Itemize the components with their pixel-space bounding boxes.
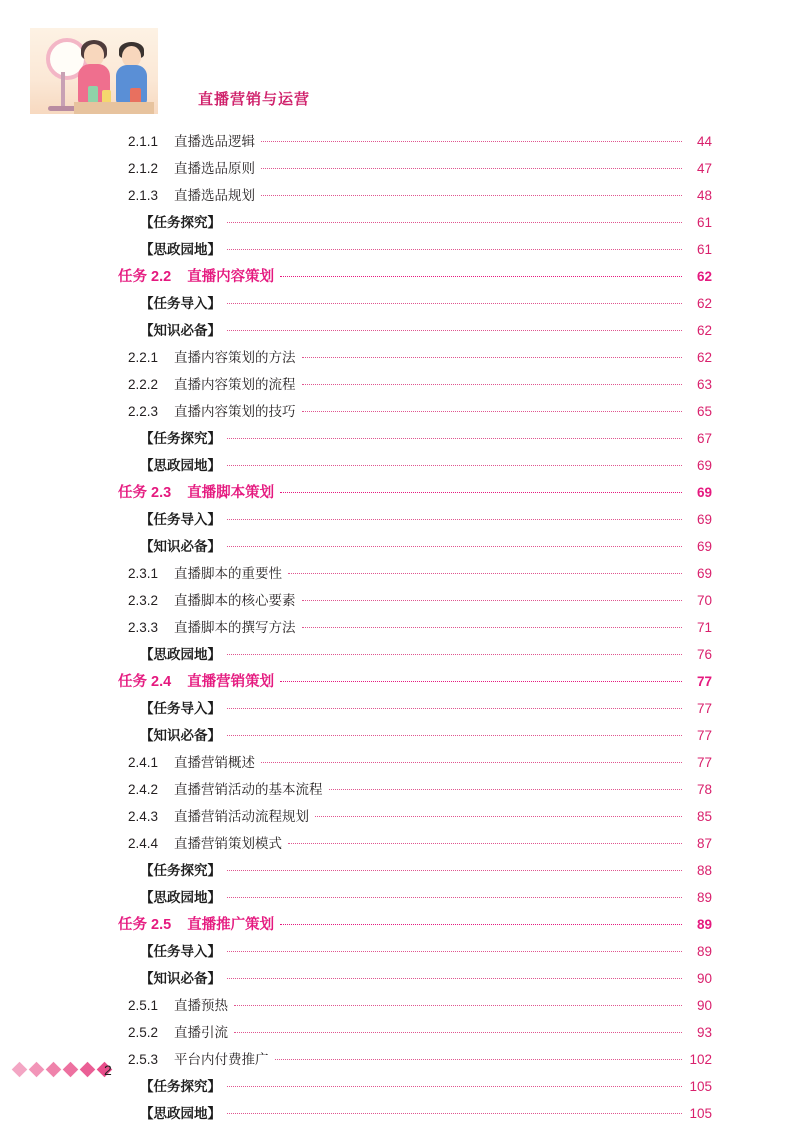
toc-entry-page: 69 [696,485,712,500]
toc-entry-label [128,130,255,150]
toc-entry-number: 2.5.1 [128,998,159,1013]
toc-entry[interactable] [0,481,800,508]
toc-entry-title: 【任务导入】 [140,701,221,717]
toc-entry-page: 87 [696,836,712,851]
toc-leader-dots [288,843,682,844]
toc-entry-number: 2.1.3 [128,188,159,203]
toc-entry-label [118,913,274,934]
toc-entry[interactable] [0,886,800,913]
toc-entry-label [140,427,221,447]
toc-leader-dots [288,573,682,574]
toc-entry-page: 77 [696,701,712,716]
toc-entry-title: 直播脚本的核心要素 [174,593,296,609]
diamond-ornament [14,1064,110,1075]
toc-entry-title: 【任务探究】 [140,863,221,879]
toc-entry-title: 直播选品原则 [174,161,255,177]
toc-entry[interactable] [0,319,800,346]
toc-leader-dots [280,681,682,682]
toc-entry-title: 直播预热 [174,998,228,1014]
toc-entry[interactable] [0,616,800,643]
toc-leader-dots [280,276,682,277]
toc-entry-page: 62 [696,350,712,365]
page-header [30,28,770,114]
toc-entry-page: 89 [696,944,712,959]
toc-leader-dots [227,897,682,898]
toc-leader-dots [227,1113,682,1114]
toc-leader-dots [280,492,682,493]
toc-entry-number: 任务 2.2 [118,269,172,285]
toc-entry[interactable] [0,1102,800,1129]
toc-entry[interactable] [0,778,800,805]
toc-entry-label [128,1021,228,1041]
toc-entry-label [118,481,274,502]
toc-leader-dots [227,303,682,304]
toc-entry-title: 直播推广策划 [187,917,275,933]
toc-entry-page: 77 [696,755,712,770]
toc-entry-label [140,454,221,474]
toc-entry-page: 63 [696,377,712,392]
toc-entry[interactable] [0,454,800,481]
toc-entry-label [140,319,221,339]
toc-leader-dots [227,870,682,871]
diamond-icon [63,1062,79,1078]
toc-entry-label [140,238,221,258]
toc-entry-page: 44 [696,134,712,149]
toc-entry-number: 任务 2.3 [118,485,172,501]
toc-entry[interactable] [0,238,800,265]
toc-entry-page: 77 [696,674,712,689]
toc-entry-label [140,292,221,312]
toc-entry-label [140,211,221,231]
toc-leader-dots [227,465,682,466]
toc-leader-dots [227,546,682,547]
toc-entry-title: 直播营销概述 [174,755,255,771]
toc-entry[interactable] [0,427,800,454]
toc-entry-label [128,589,296,609]
toc-entry-title: 【知识必备】 [140,323,221,339]
toc-entry-number: 2.2.3 [128,404,159,419]
toc-entry-title: 【知识必备】 [140,728,221,744]
toc-entry-title: 【任务导入】 [140,512,221,528]
toc-leader-dots [261,195,682,196]
toc-entry-page: 90 [696,971,712,986]
toc-entry-page: 62 [696,269,712,284]
diamond-icon [12,1062,28,1078]
toc-entry-title: 直播营销策划模式 [174,836,282,852]
toc-entry-title: 直播脚本的重要性 [174,566,282,582]
ring-light-stand [61,72,65,108]
toc-leader-dots [302,357,683,358]
toc-entry-number: 2.3.2 [128,593,159,608]
toc-entry-label [128,400,296,420]
toc-entry-label [128,778,323,798]
toc-entry[interactable] [0,535,800,562]
toc-entry-page: 89 [696,917,712,932]
toc-entry-page: 105 [689,1106,712,1121]
toc-leader-dots [227,735,682,736]
toc-entry-page: 69 [696,512,712,527]
toc-leader-dots [227,519,682,520]
toc-entry-title: 直播内容策划的技巧 [174,404,296,420]
toc-leader-dots [234,1005,682,1006]
toc-entry-page: 105 [689,1079,712,1094]
toc-entry[interactable] [0,805,800,832]
toc-entry-number: 2.3.3 [128,620,159,635]
toc-entry[interactable] [0,994,800,1021]
toc-entry-label [140,1102,221,1122]
toc-leader-dots [261,168,682,169]
toc-entry-page: 69 [696,458,712,473]
toc-entry-label [128,994,228,1014]
toc-entry-title: 直播营销策划 [187,674,275,690]
toc-entry-page: 47 [696,161,712,176]
toc-entry-page: 69 [696,539,712,554]
toc-entry-title: 直播选品逻辑 [174,134,255,150]
page-footer [0,1060,800,1086]
diamond-icon [80,1062,96,1078]
toc-entry[interactable] [0,967,800,994]
toc-entry[interactable] [0,832,800,859]
toc-entry[interactable] [0,373,800,400]
toc-entry-label [140,697,221,717]
toc-entry-number: 2.2.2 [128,377,159,392]
toc-entry-number: 2.4.1 [128,755,159,770]
toc-entry-label [140,643,221,663]
toc-entry-label [118,670,274,691]
toc-entry-label [128,832,282,852]
toc-leader-dots [302,384,683,385]
toc-leader-dots [227,222,682,223]
toc-entry-page: 48 [696,188,712,203]
toc-entry-title: 【思政园地】 [140,890,221,906]
toc-entry-title: 直播选品规划 [174,188,255,204]
toc-entry-number: 2.1.2 [128,161,159,176]
toc-entry[interactable] [0,211,800,238]
toc-entry-title: 【任务探究】 [140,215,221,231]
host-woman-head [84,44,104,66]
toc-entry-page: 90 [696,998,712,1013]
toc-entry-title: 直播脚本策划 [187,485,275,501]
toc-leader-dots [261,762,682,763]
host-man-head [122,46,141,67]
toc-entry[interactable] [0,562,800,589]
toc-entry[interactable] [0,724,800,751]
toc-entry-title: 直播引流 [174,1025,228,1041]
toc-leader-dots [234,1032,682,1033]
toc-entry-page: 62 [696,296,712,311]
toc-entry-page: 61 [696,215,712,230]
diamond-icon [46,1062,62,1078]
toc-entry-label [140,535,221,555]
toc-entry[interactable] [0,940,800,967]
page-number: 2 [104,1062,112,1078]
toc-entry-page: 62 [696,323,712,338]
toc-entry-title: 直播营销活动的基本流程 [174,782,323,798]
toc-leader-dots [315,816,682,817]
toc-entry-page: 102 [689,1052,712,1067]
toc-entry-title: 平台内付费推广 [174,1052,269,1068]
toc-entry[interactable] [0,130,800,157]
toc-entry-number: 2.4.3 [128,809,159,824]
product-table [74,102,154,114]
toc-entry-label [140,967,221,987]
toc-entry-number: 2.4.2 [128,782,159,797]
toc-entry-number: 2.4.4 [128,836,159,851]
livestream-illustration [30,28,158,114]
toc-entry-number: 2.5.3 [128,1052,159,1067]
toc-entry-title: 直播内容策划的流程 [174,377,296,393]
toc-entry-page: 65 [696,404,712,419]
toc-leader-dots [227,951,682,952]
toc-entry-label [128,805,309,825]
toc-entry[interactable] [0,508,800,535]
toc-entry-number: 任务 2.4 [118,674,172,690]
toc-entry-label [128,562,282,582]
diamond-icon [29,1062,45,1078]
toc-leader-dots [302,600,683,601]
toc-entry-label [128,616,296,636]
toc-entry[interactable] [0,157,800,184]
toc-leader-dots [302,627,683,628]
toc-entry[interactable] [0,913,800,940]
toc-entry-label [140,886,221,906]
book-title: 直播营销与运营 [198,90,311,108]
table-of-contents [0,130,800,1129]
toc-entry-label [140,859,221,879]
toc-entry-label [140,940,221,960]
toc-entry-label [128,346,296,366]
toc-entry[interactable] [0,643,800,670]
toc-entry-title: 【任务探究】 [140,431,221,447]
toc-entry[interactable] [0,265,800,292]
toc-entry-number: 2.3.1 [128,566,159,581]
toc-entry-page: 78 [696,782,712,797]
toc-entry-title: 【思政园地】 [140,458,221,474]
toc-entry-label [140,508,221,528]
toc-entry-title: 【任务导入】 [140,944,221,960]
toc-entry-page: 89 [696,890,712,905]
toc-leader-dots [227,249,682,250]
toc-entry-title: 直播内容策划的方法 [174,350,296,366]
toc-entry[interactable] [0,697,800,724]
toc-entry[interactable] [0,292,800,319]
toc-leader-dots [280,924,682,925]
toc-leader-dots [261,141,682,142]
toc-entry-title: 【任务探究】 [140,1079,221,1095]
toc-entry-title: 【任务导入】 [140,296,221,312]
toc-entry-page: 93 [696,1025,712,1040]
toc-entry-title: 【知识必备】 [140,539,221,555]
toc-entry-title: 直播营销活动流程规划 [174,809,309,825]
toc-entry[interactable] [0,589,800,616]
toc-entry[interactable] [0,1021,800,1048]
toc-entry[interactable] [0,400,800,427]
toc-leader-dots [227,654,682,655]
toc-entry-label [128,157,255,177]
toc-entry[interactable] [0,859,800,886]
toc-entry-page: 70 [696,593,712,608]
toc-entry[interactable] [0,670,800,697]
toc-leader-dots [329,789,683,790]
toc-leader-dots [227,978,682,979]
toc-entry-page: 61 [696,242,712,257]
toc-entry-label [140,724,221,744]
toc-entry-number: 2.1.1 [128,134,159,149]
toc-entry-title: 【思政园地】 [140,242,221,258]
toc-entry-page: 85 [696,809,712,824]
toc-entry[interactable] [0,751,800,778]
toc-entry-label [128,373,296,393]
toc-entry-label [118,265,274,286]
toc-entry-number: 任务 2.5 [118,917,172,933]
toc-entry-page: 88 [696,863,712,878]
toc-leader-dots [227,438,682,439]
toc-entry-label [128,751,255,771]
toc-entry-page: 76 [696,647,712,662]
toc-leader-dots [227,1086,682,1087]
toc-leader-dots [302,411,683,412]
toc-entry-title: 【思政园地】 [140,647,221,663]
toc-entry-title: 直播脚本的撰写方法 [174,620,296,636]
toc-entry[interactable] [0,184,800,211]
toc-entry-label [128,184,255,204]
toc-entry-title: 【知识必备】 [140,971,221,987]
toc-entry[interactable] [0,346,800,373]
toc-entry-page: 69 [696,566,712,581]
toc-leader-dots [227,330,682,331]
toc-entry-title: 【思政园地】 [140,1106,221,1122]
toc-entry-page: 71 [696,620,712,635]
toc-entry-page: 67 [696,431,712,446]
toc-entry-page: 77 [696,728,712,743]
toc-entry-number: 2.2.1 [128,350,159,365]
toc-entry-title: 直播内容策划 [187,269,275,285]
toc-entry-number: 2.5.2 [128,1025,159,1040]
toc-leader-dots [227,708,682,709]
